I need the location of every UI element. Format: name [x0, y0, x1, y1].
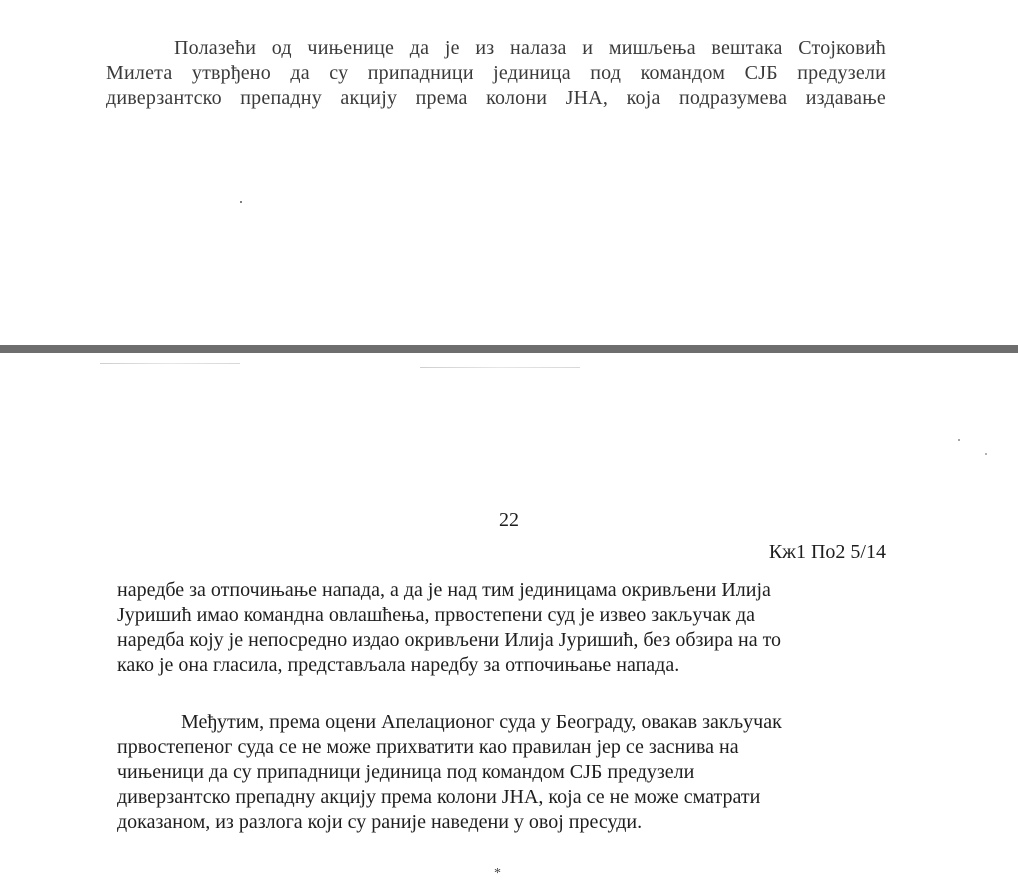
scan-artifact-line [100, 363, 240, 364]
scan-speck [240, 201, 242, 203]
scan-speck [985, 453, 987, 455]
scan-artifact-line [420, 367, 580, 368]
page-number: 22 [499, 509, 519, 531]
top-page-fragment [0, 0, 1018, 345]
footer-mark: * [494, 866, 501, 881]
medjutim-line: првостепеног суда се не може прихватити као правилан јер се заснива на [117, 736, 739, 758]
medjutim-line: Међутим, према оцени Апелационог суда у Београду, овакав закључак [181, 711, 782, 733]
continuation-line: наредба коју је непосредно издао окривљени Илија Јуришић, без обзира на то [117, 629, 782, 651]
medjutim-line: доказаном, из разлога који су раније наведени у овој пресуди. [117, 811, 643, 833]
continuation-paragraph [117, 578, 887, 678]
scan-speck [958, 439, 960, 441]
page-break-divider [0, 345, 1018, 353]
medjutim-paragraph [117, 710, 887, 835]
top-paragraph [106, 36, 886, 111]
medjutim-line: диверзантско препадну акцију према колони ЈНА, која се не може сматрати [117, 786, 761, 808]
top-paragraph-line: Полазећи од чињенице да је из налаза и мишљења вештака Стојковић [174, 37, 886, 59]
continuation-line: Јуришић имао командна овлашћења, првостепени суд је извео закључак да [117, 604, 756, 626]
medjutim-line: чињеници да су припадници јединица под командом СЈБ предузели [117, 761, 695, 783]
continuation-line: наредбе за отпочињање напада, а да је над тим јединицама окривљени Илија [117, 579, 771, 601]
top-paragraph-line: диверзантско препадну акцију према колони ЈНА, која подразумева издавање [106, 87, 886, 109]
top-paragraph-line: Милета утврђено да су припадници јединица под командом СЈБ предузели [106, 62, 886, 84]
case-number: Кж1 По2 5/14 [768, 541, 886, 563]
continuation-line: како је она гласила, представљала наредбу за отпочињање напада. [117, 654, 680, 676]
